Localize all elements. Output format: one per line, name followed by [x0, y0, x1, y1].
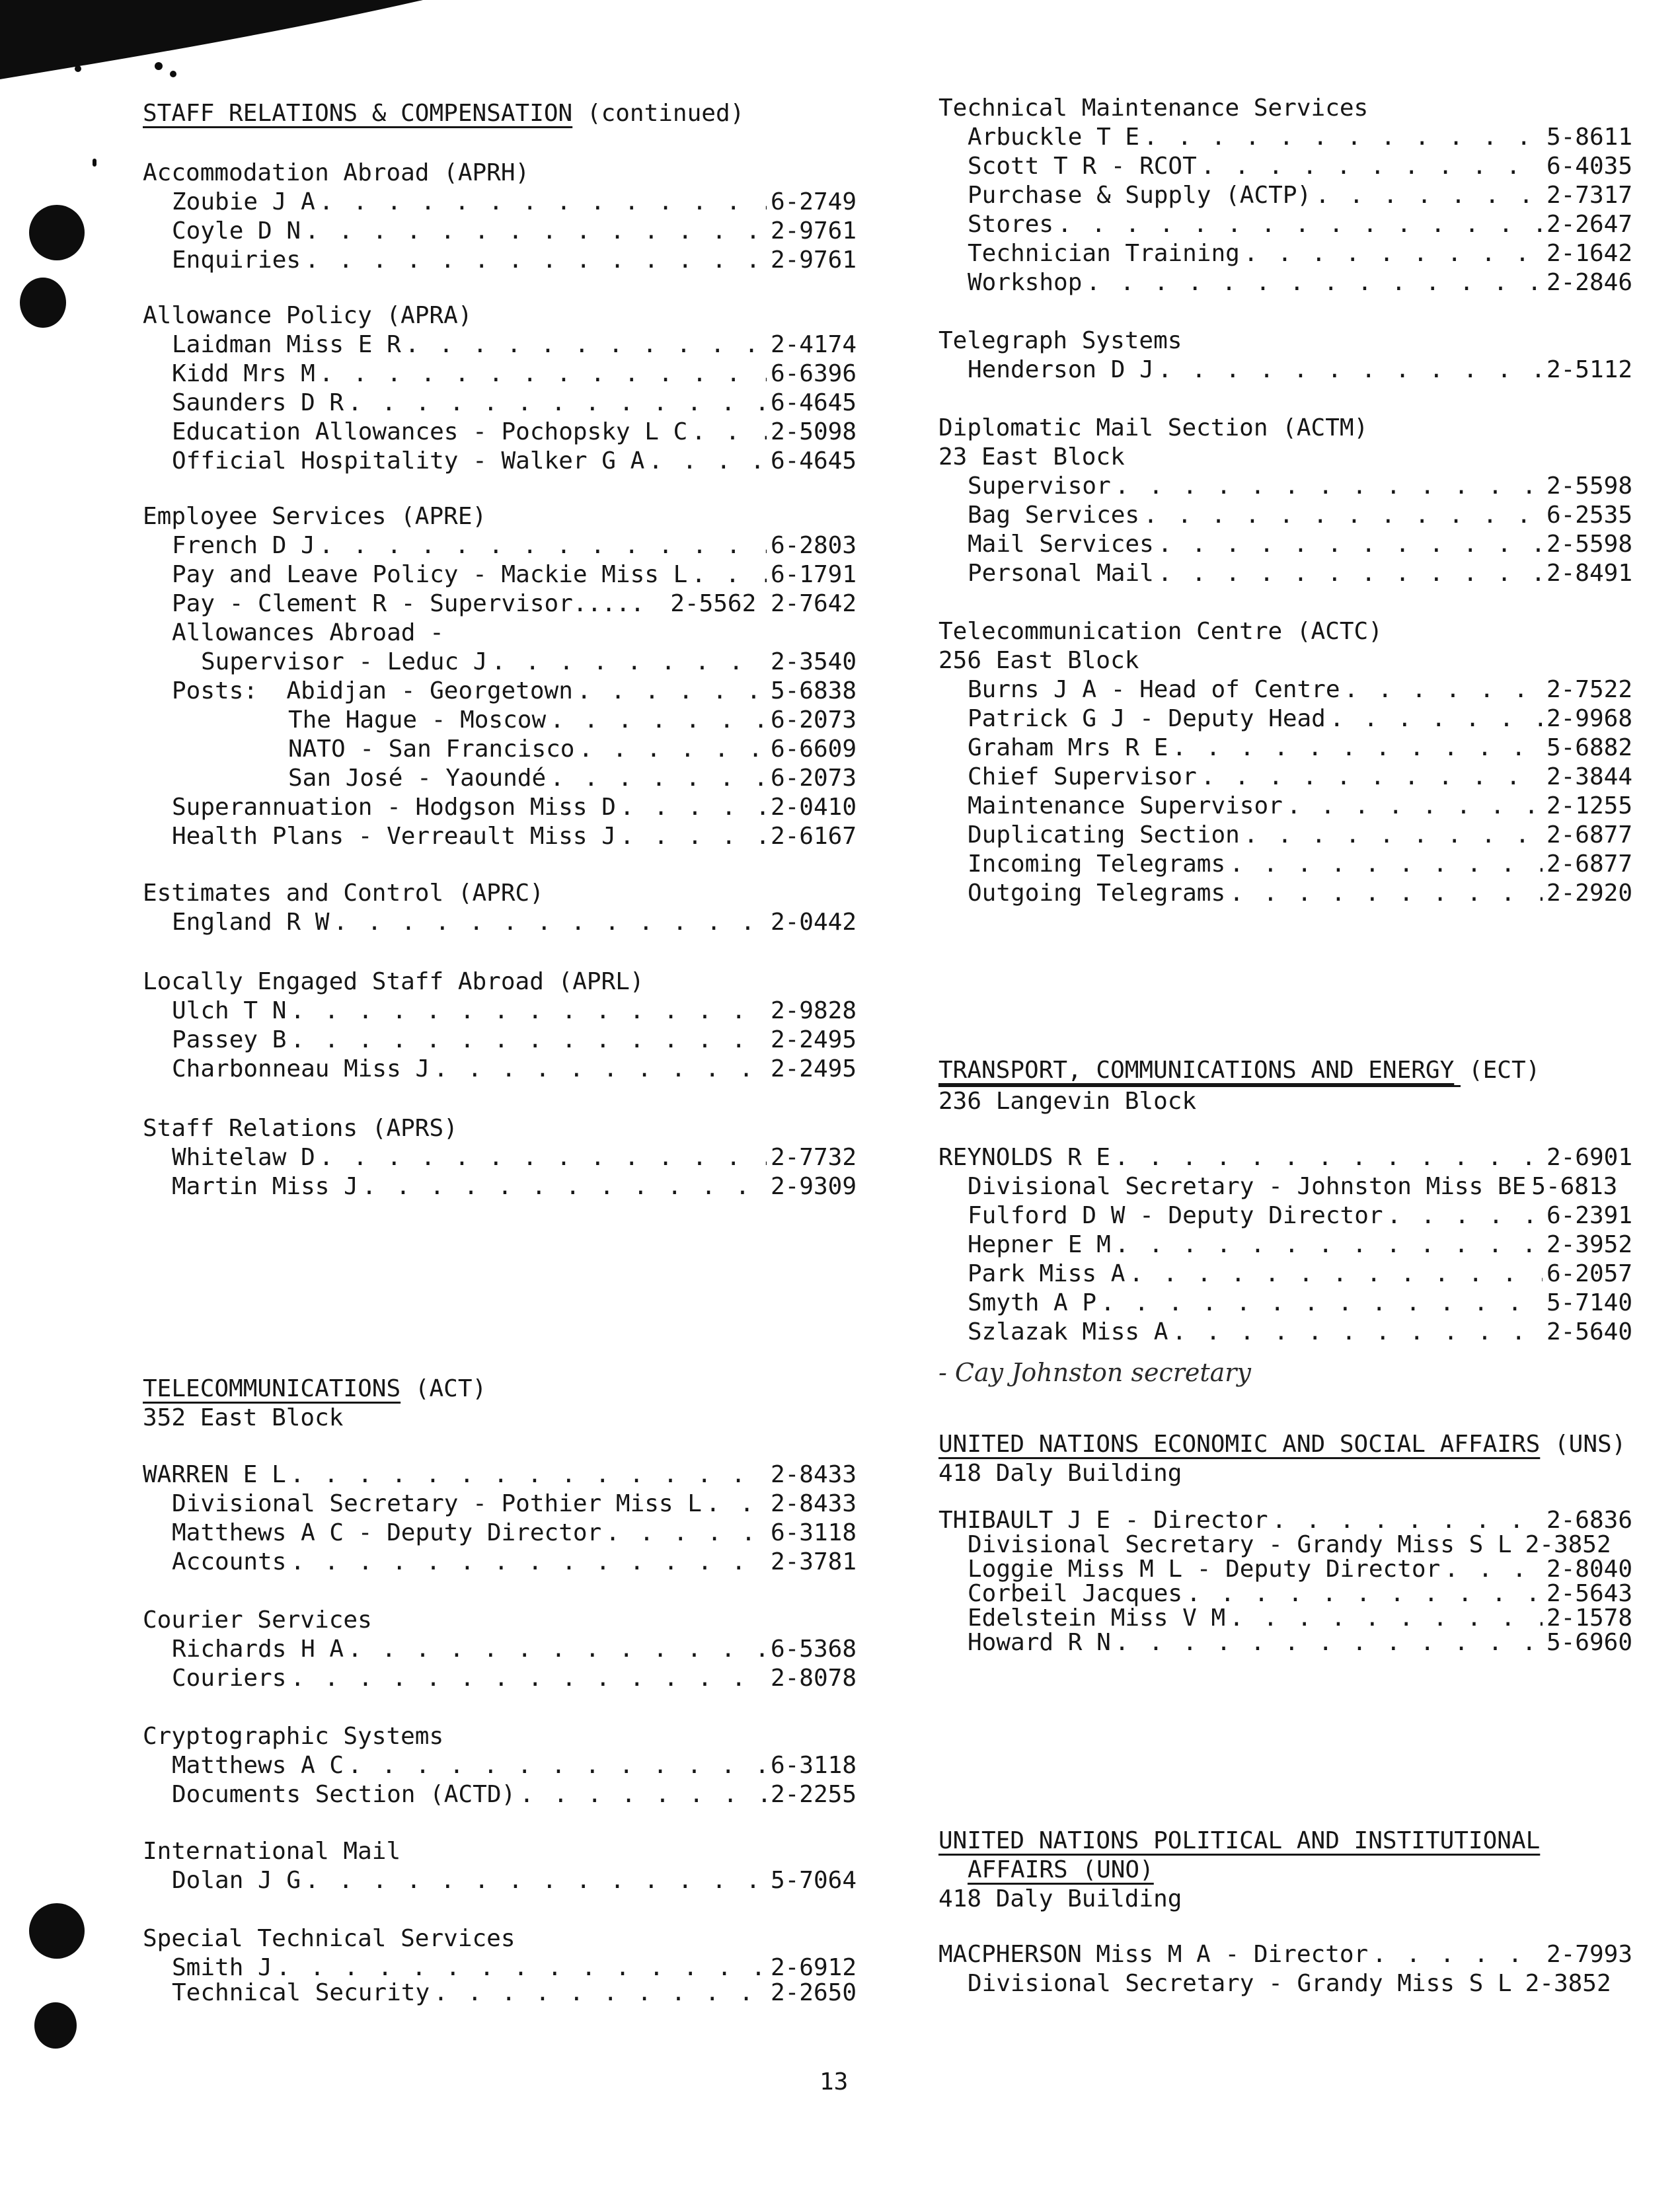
- punch-hole-3: [29, 1903, 85, 1959]
- section-special-technical-services: [143, 1924, 857, 2008]
- directory-entry: Superannuation - Hodgson Miss D . . . 2-0410: [143, 793, 857, 822]
- section-title: Locally Engaged Staff Abroad (APRL): [143, 968, 644, 995]
- directory-entry: Accounts . . . 2-3781: [143, 1548, 857, 1577]
- directory-entry: Technician Training . . . 2-1642: [938, 239, 1632, 268]
- section-title: Accommodation Abroad (APRH): [143, 159, 530, 186]
- directory-entry: Smyth A P . . . 5-7140: [938, 1289, 1632, 1318]
- tce-entries: [938, 1143, 1632, 1347]
- directory-entry: NATO - San Francisco . . . 6-6609: [143, 735, 857, 764]
- section-courier-services: [143, 1606, 857, 1693]
- section-title: Telecommunication Centre (ACTC): [938, 618, 1383, 645]
- section-diplomatic-mail: [938, 414, 1632, 588]
- directory-entry: Scott T R - RCOT . . . 6-4035: [938, 152, 1632, 181]
- directory-entry: Kidd Mrs M . . . 6-6396: [143, 359, 857, 389]
- section-title: Diplomatic Mail Section (ACTM): [938, 414, 1369, 441]
- section-title: Staff Relations (APRS): [143, 1115, 458, 1142]
- directory-entry: Posts: Abidjan - Georgetown . . . 5-6838: [143, 677, 857, 706]
- section-technical-maintenance: [938, 94, 1632, 297]
- section-international-mail: [143, 1837, 857, 1895]
- division-location: 236 Langevin Block: [938, 1085, 1461, 1114]
- directory-entry: Matthews A C . . . 6-3118: [143, 1751, 857, 1780]
- division-title: UNITED NATIONS ECONOMIC AND SOCIAL AFFAIRS: [938, 1431, 1541, 1458]
- punch-hole-2: [20, 278, 66, 328]
- section-telecommunication-centre: [938, 617, 1632, 908]
- directory-entry: Workshop . . . 2-2846: [938, 268, 1632, 297]
- directory-entry: Corbeil Jacques . . . 2-5643: [938, 1581, 1632, 1606]
- directory-entry: Fulford D W - Deputy Director . . . 6-2391: [938, 1201, 1632, 1230]
- directory-entry: Purchase & Supply (ACTP) . . . 2-7317: [938, 181, 1632, 210]
- section-allowance-policy: [143, 301, 857, 476]
- tce-division: [938, 1056, 1632, 1114]
- directory-entry: French D J . . . 6-2803: [143, 531, 857, 560]
- staff-relations-header-block: [143, 99, 857, 128]
- section-location: 23 East Block: [938, 443, 1125, 471]
- directory-entry: Chief Supervisor . . . 2-3844: [938, 763, 1632, 792]
- division-title-suffix: (ECT): [1454, 1057, 1541, 1084]
- section-locally-engaged-staff: [143, 967, 857, 1084]
- directory-entry: Supervisor - Leduc J . . . 2-3540: [143, 648, 857, 677]
- section-accommodation-abroad: [143, 159, 857, 275]
- directory-entry: Howard R N . . . 5-6960: [938, 1630, 1632, 1655]
- division-title-suffix: (ACT): [401, 1375, 487, 1402]
- un-economic-social-entries: [938, 1508, 1632, 1655]
- punch-hole-1: [29, 205, 85, 260]
- directory-entry: Zoubie J A . . . 6-2749: [143, 188, 857, 217]
- directory-entry: England R W . . . 2-0442: [143, 908, 857, 937]
- directory-entry: Education Allowances - Pochopsky L C . . . 2-5098: [143, 418, 857, 447]
- division-head-entry: THIBAULT J E - Director . . . 2-6836: [938, 1508, 1632, 1532]
- directory-entry: Technical Security . . . 2-2650: [143, 1979, 857, 2008]
- directory-entry: Divisional Secretary - Grandy Miss S L 2-3852: [968, 1531, 1611, 1558]
- punch-hole-4: [34, 2002, 77, 2049]
- directory-entry: Mail Services . . . 2-5598: [938, 530, 1632, 559]
- handwritten-note: [938, 1351, 1361, 1397]
- division-location: 352 East Block: [143, 1404, 344, 1431]
- section-title: Employee Services (APRE): [143, 503, 487, 530]
- telecommunications-head-block: [143, 1460, 857, 1577]
- directory-entry: Divisional Secretary - Grandy Miss S L 2-3852: [968, 1970, 1611, 1997]
- directory-entry: Arbuckle T E . . . 5-8611: [938, 123, 1632, 152]
- division-title-line1: UNITED NATIONS POLITICAL AND INSTITUTIONAL: [938, 1827, 1541, 1854]
- directory-entry: Pay - Clement R - Supervisor..... 2-5562 2-7642: [172, 590, 857, 617]
- directory-entry: Divisional Secretary - Pothier Miss L . . . 2-8433: [143, 1490, 857, 1519]
- section-location: 256 East Block: [938, 647, 1139, 674]
- directory-entry: Edelstein Miss V M . . . 2-1578: [938, 1606, 1632, 1630]
- directory-entry: Pay and Leave Policy - Mackie Miss L . . . 6-1791: [143, 560, 857, 589]
- directory-entry: Divisional Secretary - Johnston Miss BE 5-6813: [968, 1173, 1618, 1200]
- directory-entry: Martin Miss J . . . 2-9309: [143, 1172, 857, 1201]
- directory-entry: Coyle D N . . . 2-9761: [143, 217, 857, 246]
- directory-entry: Ulch T N . . . 2-9828: [143, 997, 857, 1026]
- section-employee-services: [143, 502, 857, 851]
- section-title: Estimates and Control (APRC): [143, 880, 544, 907]
- division-location: 418 Daly Building: [938, 1885, 1182, 1912]
- directory-entry: Stores . . . 2-2647: [938, 210, 1632, 239]
- directory-entry: The Hague - Moscow . . . 6-2073: [143, 706, 857, 735]
- section-cryptographic-systems: [143, 1722, 857, 1809]
- staff-relations-header-suffix: (continued): [572, 100, 745, 127]
- directory-entry: Personal Mail . . . 2-8491: [938, 559, 1632, 588]
- section-title: Technical Maintenance Services: [938, 94, 1369, 122]
- directory-entry: Saunders D R . . . 6-4645: [143, 389, 857, 418]
- division-title: TELECOMMUNICATIONS: [143, 1375, 401, 1402]
- division-location: 418 Daly Building: [938, 1460, 1182, 1487]
- directory-entry: Szlazak Miss A . . . 2-5640: [938, 1318, 1632, 1347]
- directory-entry: Matthews A C - Deputy Director . . . 6-3118: [143, 1519, 857, 1548]
- scan-corner-shadow: [0, 0, 463, 93]
- staff-relations-header: STAFF RELATIONS & COMPENSATION: [143, 100, 573, 127]
- directory-entry: Official Hospitality - Walker G A . . . 6-4645: [143, 447, 857, 476]
- directory-entry: San José - Yaoundé . . . 6-2073: [143, 764, 857, 793]
- directory-entry: Richards H A . . . 6-5368: [143, 1635, 857, 1664]
- section-title: Allowance Policy (APRA): [143, 302, 473, 329]
- directory-entry: Graham Mrs R E . . . 5-6882: [938, 734, 1632, 763]
- directory-entry: Outgoing Telegrams . . . 2-2920: [938, 879, 1632, 908]
- section-title: Telegraph Systems: [938, 327, 1182, 354]
- speck: [93, 159, 96, 167]
- directory-entry: Bag Services . . . 6-2535: [938, 501, 1632, 530]
- section-telegraph-systems: [938, 326, 1632, 385]
- directory-entry: Enquiries . . . 2-9761: [143, 246, 857, 275]
- division-head-entry: WARREN E L . . . 2-8433: [143, 1460, 857, 1490]
- section-estimates-and-control: [143, 879, 857, 937]
- section-title: Cryptographic Systems: [143, 1723, 444, 1750]
- division-title-line2: AFFAIRS (UNO): [968, 1856, 1154, 1883]
- section-title: Courier Services: [143, 1606, 372, 1634]
- division-title: TRANSPORT, COMMUNICATIONS AND ENERGY: [938, 1057, 1455, 1084]
- un-economic-social-division: [938, 1430, 1632, 1488]
- directory-entry: Couriers . . . 2-8078: [143, 1664, 857, 1693]
- directory-entry: Dolan J G . . . 5-7064: [143, 1866, 857, 1895]
- telecommunications-division: [143, 1375, 857, 1433]
- directory-entry: Hepner E M . . . 2-3952: [938, 1230, 1632, 1260]
- directory-subheading: Allowances Abroad -: [172, 619, 444, 646]
- un-political-institutional-division: [938, 1827, 1632, 1914]
- directory-entry: Burns J A - Head of Centre . . . 2-7522: [938, 675, 1632, 704]
- section-title: Special Technical Services: [143, 1925, 515, 1952]
- directory-entry: Whitelaw D . . . 2-7732: [143, 1143, 857, 1172]
- directory-entry: Smith J . . . 2-6912: [143, 1953, 857, 1979]
- directory-entry: Laidman Miss E R . . . 2-4174: [143, 330, 857, 359]
- section-title: International Mail: [143, 1838, 401, 1865]
- directory-entry: Duplicating Section . . . 2-6877: [938, 821, 1632, 850]
- handwritten-note-text: - Cay Johnston secretary: [938, 1358, 1251, 1387]
- un-political-institutional-entries: [938, 1940, 1632, 1998]
- directory-entry: Charbonneau Miss J . . . 2-2495: [143, 1055, 857, 1084]
- directory-entry: Loggie Miss M L - Deputy Director . . . 2-8040: [938, 1557, 1632, 1581]
- directory-entry: Park Miss A . . . 6-2057: [938, 1260, 1632, 1289]
- division-head-entry: REYNOLDS R E . . . 2-6901: [938, 1143, 1632, 1172]
- directory-entry: Maintenance Supervisor . . . 2-1255: [938, 792, 1632, 821]
- directory-entry: Health Plans - Verreault Miss J . . . 2-6167: [143, 822, 857, 851]
- directory-entry: Documents Section (ACTD) . . . 2-2255: [143, 1780, 857, 1809]
- division-title-suffix: (UNS): [1540, 1431, 1626, 1458]
- page-number: 13: [820, 2068, 849, 2096]
- directory-entry: Supervisor . . . 2-5598: [938, 472, 1632, 501]
- directory-entry: Patrick G J - Deputy Head . . . 2-9968: [938, 704, 1632, 734]
- division-head-entry: MACPHERSON Miss M A - Director . . . 2-7993: [938, 1940, 1632, 1969]
- directory-entry: Passey B . . . 2-2495: [143, 1026, 857, 1055]
- section-staff-relations: [143, 1114, 857, 1201]
- directory-entry: Incoming Telegrams . . . 2-6877: [938, 850, 1632, 879]
- directory-entry: Henderson D J . . . 2-5112: [938, 356, 1632, 385]
